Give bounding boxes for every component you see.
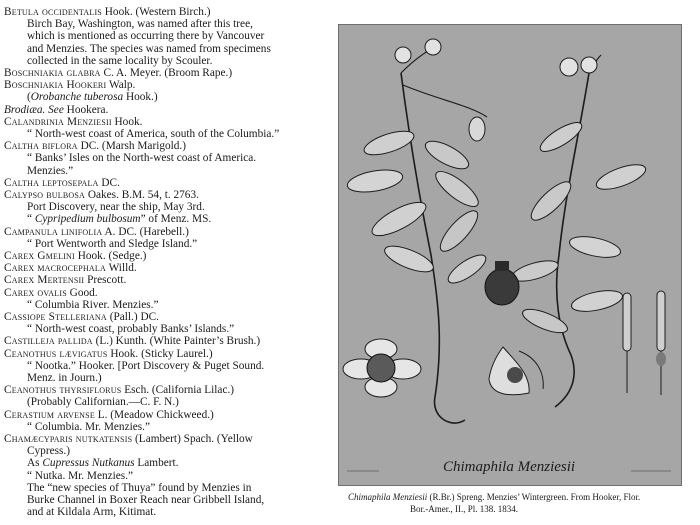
text-run: Port Discovery, near the ship, May 3rd. (27, 201, 205, 214)
leaf (520, 305, 570, 338)
text-run: Cypripedium bulbosum (34, 213, 141, 226)
text-run: collected in the same locality by Scouler. (27, 54, 213, 67)
text-run: Orobanche tuberosa (30, 91, 124, 104)
flower-head (425, 39, 441, 55)
text-run: Cupressus Nutkanus (42, 457, 135, 470)
text-run: “ Columbia River. Menzies.” (27, 298, 159, 311)
leaf (431, 166, 483, 212)
text-run: Menz. in Journ.) (27, 372, 102, 384)
leaf (593, 160, 648, 195)
text-run: Lambert. (134, 457, 179, 470)
text-run: (Lambert) Spach. (Yellow (132, 433, 253, 445)
text-run: DC. (98, 176, 120, 189)
text-run: “ Nootka.” Hooker. [Port Discovery & Puget Sound. (27, 359, 265, 372)
leaf (346, 166, 405, 195)
leaf (435, 206, 483, 257)
text-run: Boschniakia Hookeri (4, 79, 107, 92)
text-run: Menzies.” (27, 164, 74, 177)
text-run: Carex ovalis (4, 286, 67, 299)
text-run: Calandrinia Menziesii (4, 115, 112, 128)
text-run: A. DC. (Harebell.) (102, 225, 189, 238)
botanical-plate (338, 24, 682, 486)
text-run: “ (27, 213, 35, 226)
text-run: (R.Br.) Spreng. Menzies’ Wintergreen. From Hooker, Flor. (427, 492, 641, 502)
leaf (361, 126, 416, 159)
text-run: DC. (Marsh Marigold.) (77, 140, 187, 153)
text-run: which is mentioned as occurring there by Vancouver (27, 30, 265, 43)
plate-caption-line-1 (348, 492, 640, 503)
text-run: “ Nutka. Mr. Menzies.” (27, 469, 134, 482)
stamen-details (623, 291, 666, 395)
text-run: See (48, 103, 64, 116)
script-title: Chimaphila Menziesii (443, 459, 576, 475)
leaf (422, 136, 473, 174)
leaf (570, 287, 625, 315)
text-run: Cypress.) (27, 445, 70, 458)
text-run: Willd. (105, 262, 137, 275)
text-run: Chimaphila Menziesii (348, 492, 428, 502)
text-run: “ Columbia. Mr. Menzies.” (27, 420, 150, 433)
text-run: “ North-west coast of America, south of the Columbia.” (27, 128, 280, 140)
text-run: Brodiæa. (4, 103, 46, 116)
text-run: “ Banks’ Isles on the North-west coast of America. (27, 152, 257, 165)
leaf (568, 233, 623, 261)
chimaphila-illustration (339, 25, 681, 485)
flower-head (395, 47, 411, 63)
text-run: ” of Menz. MS. (140, 213, 212, 226)
text-run: The “new species of Thuya” found by Menzies in (27, 481, 252, 494)
leaf (526, 176, 576, 225)
text-run: Castilleja pallida (4, 335, 93, 348)
text-run: Ceanothus thyrsiflorus (4, 384, 122, 397)
text-run: Birch Bay, Washington, was named after this tree, (27, 18, 253, 31)
text-run: Carex Gmelini (4, 250, 75, 262)
text-run: and Menzies. The species was named from specimens (27, 42, 271, 55)
text-run: Prescott. (84, 274, 127, 287)
text-run: “ North-west coast, probably Banks’ Islands.” (27, 323, 235, 336)
entry-note-line (27, 505, 156, 519)
flower-bud (469, 117, 485, 141)
flower-head (581, 57, 597, 73)
seed-capsule (485, 269, 519, 305)
species-list (0, 0, 330, 525)
text-run: Boschniakia glabra (4, 67, 101, 79)
text-run: Carex Mertensii (4, 274, 85, 287)
leaf (368, 196, 430, 242)
plate-caption-line-2: Bor.-Amer., II., Pl. 138. 1834. (410, 504, 518, 514)
text-run: (Probably Californian.—C. F. N.) (27, 396, 179, 409)
text-run: As (27, 457, 43, 470)
text-run: Burke Channel in Boxer Reach near Gribbell Island, (27, 494, 265, 506)
capsule-neck (495, 261, 509, 271)
text-run: Calypso bulbosa (4, 189, 86, 201)
text-run: Hook.) (123, 91, 158, 104)
text-run: Hook. (111, 115, 143, 128)
text-run: Caltha leptosepala (4, 176, 99, 189)
text-run: Carex macrocephala (4, 262, 106, 275)
text-run: Chamæcyparis nutkatensis (4, 433, 133, 445)
text-run: ( (27, 91, 31, 104)
text-run: “ Port Wentworth and Sledge Island.” (27, 237, 198, 250)
leaf (444, 250, 489, 288)
flower-head (560, 58, 578, 76)
text-run: Caltha biflora (4, 140, 78, 153)
text-run: Oakes. B.M. 54, t. 2763. (85, 189, 199, 201)
text-run: Hook. (Sedge.) (74, 250, 147, 262)
text-run: (L.) Kunth. (White Painter’s Brush.) (92, 335, 261, 348)
text-run: C. A. Meyer. (Broom Rape.) (100, 67, 233, 79)
text-run: Hookera. (63, 103, 109, 116)
text-run: L. (Meadow Chickweed.) (94, 408, 214, 421)
text-run: Esch. (California Lilac.) (121, 384, 235, 397)
text-run: and at Kildala Arm, Kitimat. (27, 506, 157, 519)
text-run: Cassiope Stelleriana (4, 311, 107, 323)
text-run: Hook. (Sticky Laurel.) (107, 347, 213, 360)
text-run: Ceanothus lævigatus (4, 347, 108, 360)
text-run: (Pall.) DC. (106, 311, 159, 323)
text-run: Hook. (Western Birch.) (101, 6, 211, 18)
text-run: Good. (66, 286, 98, 299)
text-run: Betula occidentalis (4, 6, 102, 18)
text-run: Cerastium arvense (4, 408, 95, 421)
text-run: Walp. (106, 79, 136, 92)
open-flower-center (489, 347, 543, 395)
open-flower-left (343, 339, 421, 397)
leaf (382, 241, 437, 277)
text-run: Campanula linifolia (4, 225, 103, 238)
